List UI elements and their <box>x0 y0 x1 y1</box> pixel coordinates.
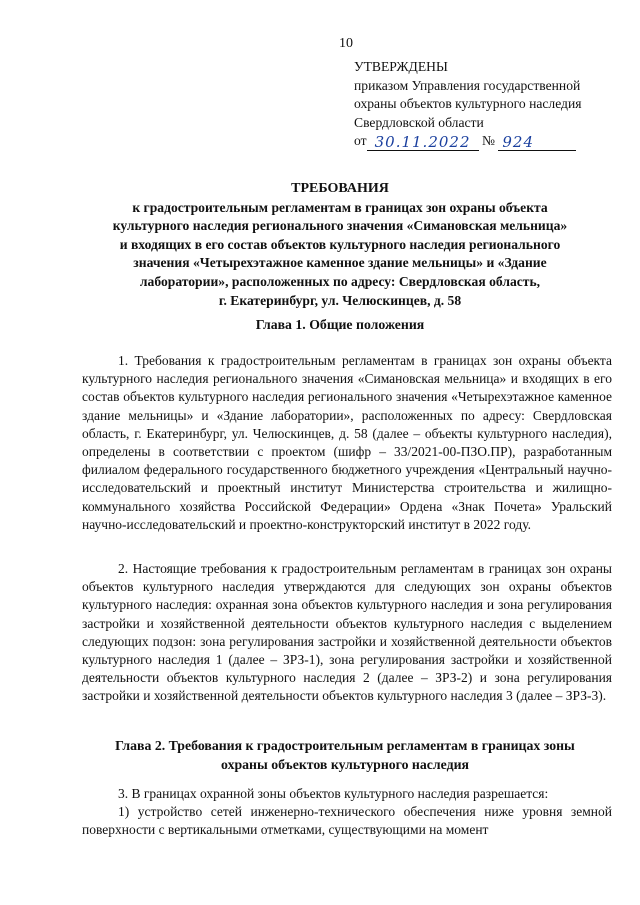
approval-line-4: Свердловской области <box>354 114 484 130</box>
chapter-2-heading <box>80 737 610 774</box>
handwritten-date <box>367 133 479 151</box>
paragraph-1-text: 1. Требования к градостроительным регламентам в границах зон охраны объекта культурного наследия регионального значения «Симановская мельница» и входящих в его состав объектов культурного наследия регионального значения «Четырехэтажное каменное здание мельницы» и «Здание лаборатории», расположенных по адресу: Свердловская область, г. Екатеринбург, ул. Челюскинцев, д. 58 (далее – объекты культурного наследия), определены в соответствии с проектом (шифр – 33/2021-00-ПЗО.ПР), разработанным филиалом федерального государственного бюджетного учреждения «Центральный научно-исследовательский и проектный институт Министерства строительства и жилищно-коммунального хозяйства Российской Федерации» Ордена «Знак Почета» Уральский научно-исследовательский и проектно-конструкторский институт в 2022 году. <box>82 353 612 532</box>
chapter-2-heading-line-2: охраны объектов культурного наследия <box>221 756 469 772</box>
approval-line-1: УТВЕРЖДЕНЫ <box>354 59 448 74</box>
paragraph-1 <box>82 352 612 534</box>
title-line-5: лаборатории», расположенных по адресу: Свердловская область, <box>139 273 541 289</box>
title-line-3: и входящих в его состав объектов культурного наследия регионального <box>119 236 561 252</box>
chapter-2-heading-line-1: Глава 2. Требования к градостроительным регламентам в границах зоны <box>115 738 575 753</box>
page-number: 10 <box>339 36 353 51</box>
title-line-2: культурного наследия регионального значения «Симановская мельница» <box>112 218 568 234</box>
date-value: 30.11.2022 <box>374 132 471 151</box>
paragraph-2-text: 2. Настоящие требования к градостроительным регламентам в границах зон охраны объектов культурного наследия утверждаются для следующих зон охраны объектов культурного наследия: охранная зона объектов культурного наследия и зона регулирования застройки и хозяйственной деятельности объектов культурного наследия с выделением следующих подзон: зона регулирования застройки и хозяйственной деятельности объектов культурного наследия 1 (далее – ЗРЗ-1), зона регулирования застройки и хозяйственной деятельности объектов культурного наследия 2 (далее – ЗРЗ-2) и зона регулирования застройки и хозяйственной деятельности объектов культурного наследия 3 (далее – ЗРЗ-3). <box>82 561 612 704</box>
title-line-4: значения «Четырехэтажное каменное здание мельницы» и «Здание <box>133 255 547 271</box>
approval-date-line <box>354 132 624 151</box>
title-main: ТРЕБОВАНИЯ <box>291 181 389 196</box>
title-line-6: г. Екатеринбург, ул. Челюскинцев, д. 58 <box>218 292 462 308</box>
approval-line-3: охраны объектов культурного наследия <box>354 96 582 111</box>
number-prefix: № <box>481 133 495 148</box>
approval-line-2: приказом Управления государственной <box>354 77 581 93</box>
paragraph-3 <box>82 785 612 840</box>
document-title <box>70 180 610 310</box>
chapter-1-heading: Глава 1. Общие положения <box>255 317 425 332</box>
handwritten-number <box>498 133 576 151</box>
date-prefix: от <box>354 133 367 148</box>
title-line-1: к градостроительным регламентам в границах зон охраны объекта <box>132 199 548 215</box>
number-value: 924 <box>502 132 534 151</box>
paragraph-2 <box>82 560 612 706</box>
approval-stamp <box>354 58 624 151</box>
paragraph-3-text: 3. В границах охранной зоны объектов культурного наследия разрешается: <box>118 786 549 801</box>
paragraph-3-item-1: 1) устройство сетей инженерно-технического обеспечения ниже уровня земной поверхности с вертикальными отметками, существующими на момент <box>82 804 612 838</box>
